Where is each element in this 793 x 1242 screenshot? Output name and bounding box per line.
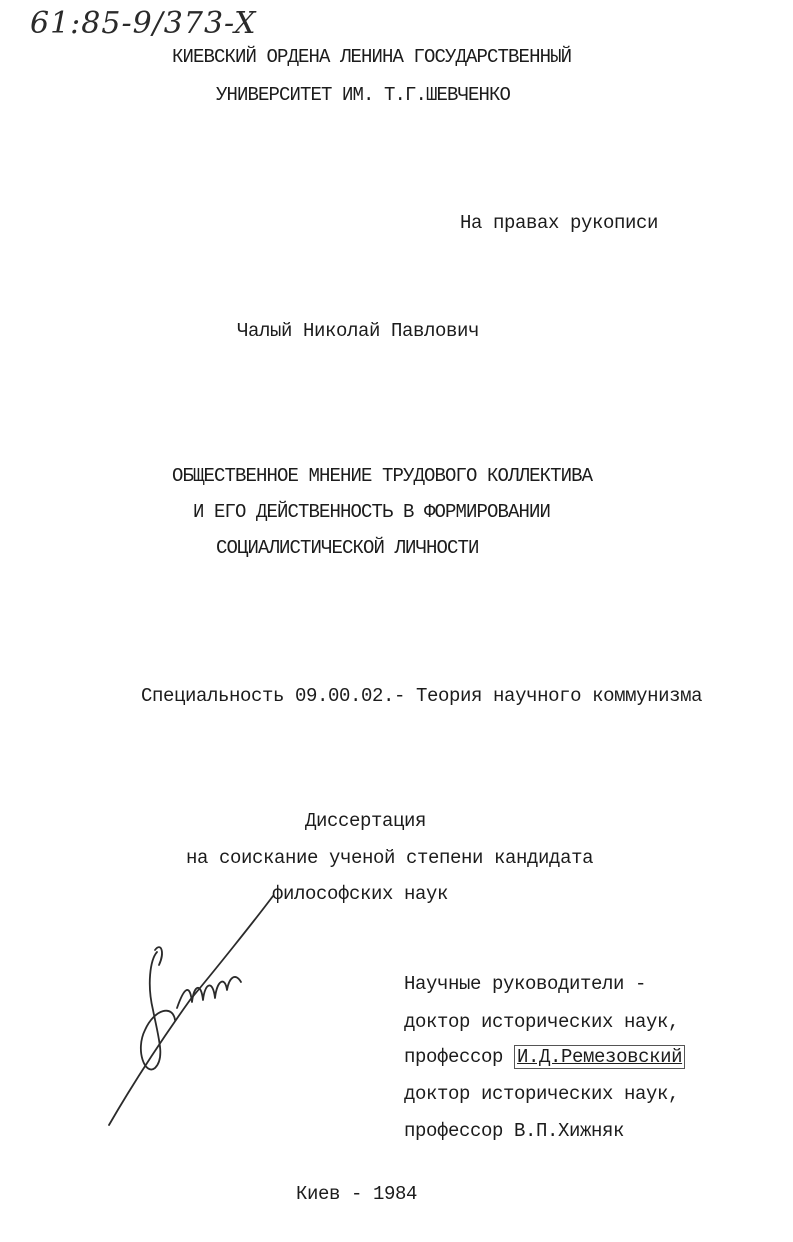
science-field-line: философских наук [272, 883, 449, 905]
archive-code: 61:85-9/373-X [30, 6, 257, 41]
university-header-line-1: КИЕВСКИЙ ОРДЕНА ЛЕНИНА ГОСУДАРСТВЕННЫЙ [172, 46, 572, 68]
supervisor-1-name: И.Д.Ремезовский [514, 1045, 685, 1069]
supervisor-1-position: профессор [404, 1046, 504, 1068]
dissertation-title-line-1: ОБЩЕСТВЕННОЕ МНЕНИЕ ТРУДОВОГО КОЛЛЕКТИВА [172, 465, 593, 487]
dissertation-label: Диссертация [305, 810, 427, 832]
supervisor-2-line: профессор В.П.Хижняк [404, 1120, 625, 1142]
university-header-line-2: УНИВЕРСИТЕТ ИМ. Т.Г.ШЕВЧЕНКО [216, 84, 511, 106]
place-year: Киев - 1984 [296, 1183, 418, 1205]
supervisor-2-degree: доктор исторических наук, [404, 1083, 680, 1105]
dissertation-title-line-2: И ЕГО ДЕЙСТВЕННОСТЬ В ФОРМИРОВАНИИ [193, 501, 551, 523]
supervisors-heading: Научные руководители - [404, 973, 647, 995]
manuscript-rights-label: На правах рукописи [460, 212, 659, 234]
degree-line: на соискание ученой степени кандидата [186, 847, 594, 869]
supervisor-1-degree: доктор исторических наук, [404, 1011, 680, 1033]
signature-image [95, 890, 285, 1140]
specialty-line: Специальность 09.00.02.- Теория научного коммунизма [141, 685, 703, 707]
author-name: Чалый Николай Павлович [237, 320, 480, 342]
dissertation-title-line-3: СОЦИАЛИСТИЧЕСКОЙ ЛИЧНОСТИ [216, 537, 479, 559]
supervisor-1-line [404, 1046, 685, 1068]
